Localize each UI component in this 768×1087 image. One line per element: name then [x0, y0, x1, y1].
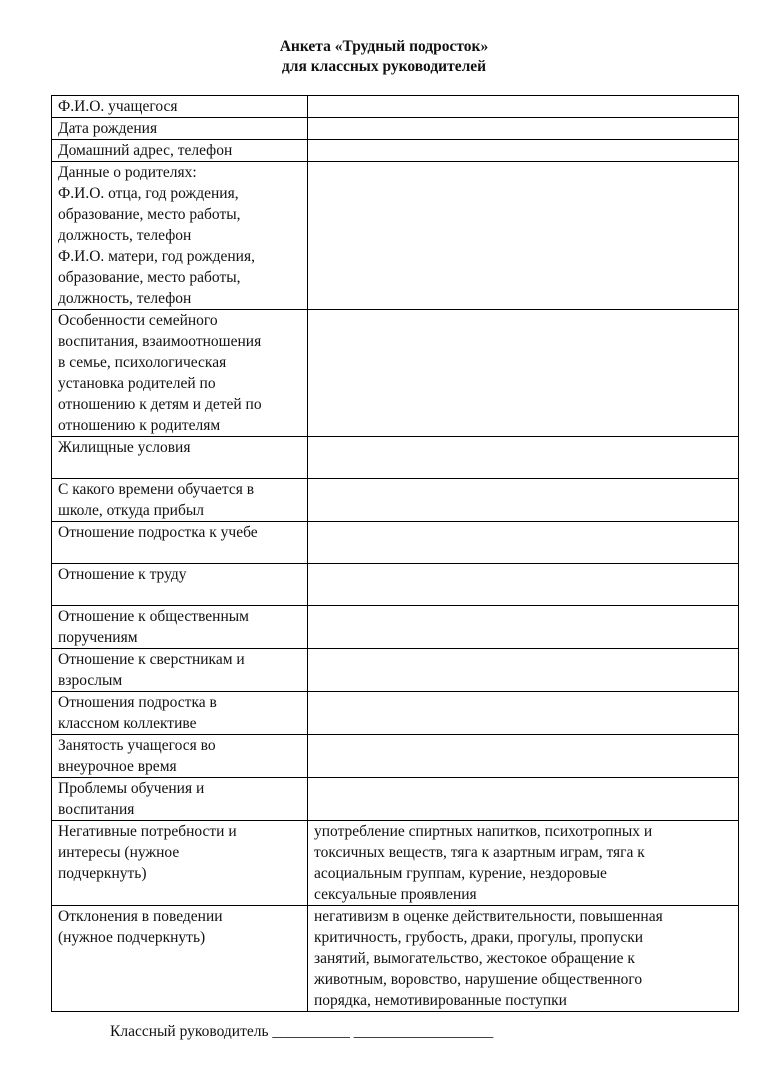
- table-row: [52, 522, 739, 564]
- title-line-1: Анкета «Трудный подросток»: [279, 38, 489, 55]
- field-value[interactable]: [308, 118, 739, 140]
- field-label: Отношения подростка в классном коллективе: [52, 692, 308, 735]
- field-label: Дата рождения: [52, 118, 308, 140]
- table-row: [52, 162, 739, 310]
- field-value[interactable]: [308, 140, 739, 162]
- table-row: [52, 735, 739, 778]
- field-label: Отношение к сверстникам и взрослым: [52, 649, 308, 692]
- table-row: [52, 437, 739, 479]
- field-value[interactable]: [308, 522, 739, 564]
- field-label: Занятость учащегося во внеурочное время: [52, 735, 308, 778]
- field-label: Данные о родителях: Ф.И.О. отца, год рождения, образование, место работы, должность, телефон Ф.И.О. матери, год рождения, образование, место работы, должность, телефон: [52, 162, 308, 310]
- field-label: Ф.И.О. учащегося: [52, 96, 308, 118]
- table-row: [52, 906, 739, 1012]
- title-line-2: для классных руководителей: [281, 58, 487, 75]
- table-row: [52, 96, 739, 118]
- table-row: [52, 778, 739, 821]
- field-value[interactable]: [308, 310, 739, 437]
- field-value[interactable]: [308, 692, 739, 735]
- table-row: [52, 692, 739, 735]
- field-value[interactable]: [308, 437, 739, 479]
- table-row: [52, 118, 739, 140]
- table-row: [52, 140, 739, 162]
- table-row: [52, 821, 739, 906]
- questionnaire-table: [51, 95, 739, 1012]
- field-label: Домашний адрес, телефон: [52, 140, 308, 162]
- field-label: Отношение подростка к учебе: [52, 522, 308, 564]
- field-value[interactable]: [308, 735, 739, 778]
- field-value[interactable]: [308, 564, 739, 606]
- field-value[interactable]: [308, 162, 739, 310]
- table-row: [52, 649, 739, 692]
- field-label: Особенности семейного воспитания, взаимоотношения в семье, психологическая установка родителей по отношению к детям и детей по отношению к родителям: [52, 310, 308, 437]
- field-options[interactable]: негативизм в оценке действительности, повышенная критичность, грубость, драки, прогулы, пропуски занятий, вымогательство, жестокое обращение к животным, воровство, нарушение общественного порядка, немотивированные поступки: [308, 906, 739, 1012]
- document-title: [0, 37, 768, 77]
- field-value[interactable]: [308, 96, 739, 118]
- field-label: Негативные потребности и интересы (нужное подчеркнуть): [52, 821, 308, 906]
- field-options[interactable]: употребление спиртных напитков, психотропных и токсичных веществ, тяга к азартным играм, тяга к асоциальным группам, курение, нездоровые сексуальные проявления: [308, 821, 739, 906]
- field-value[interactable]: [308, 606, 739, 649]
- field-label: Отклонения в поведении (нужное подчеркнуть): [52, 906, 308, 1012]
- table-row: [52, 564, 739, 606]
- field-label: Отношение к общественным поручениям: [52, 606, 308, 649]
- table-row: [52, 479, 739, 522]
- table-row: [52, 310, 739, 437]
- field-value[interactable]: [308, 649, 739, 692]
- field-label: Жилищные условия: [52, 437, 308, 479]
- field-label: Отношение к труду: [52, 564, 308, 606]
- field-value[interactable]: [308, 778, 739, 821]
- table-row: [52, 606, 739, 649]
- field-label: С какого времени обучается в школе, откуда прибыл: [52, 479, 308, 522]
- field-value[interactable]: [308, 479, 739, 522]
- field-label: Проблемы обучения и воспитания: [52, 778, 308, 821]
- signature-line[interactable]: Классный руководитель __________ __________________: [110, 1023, 494, 1040]
